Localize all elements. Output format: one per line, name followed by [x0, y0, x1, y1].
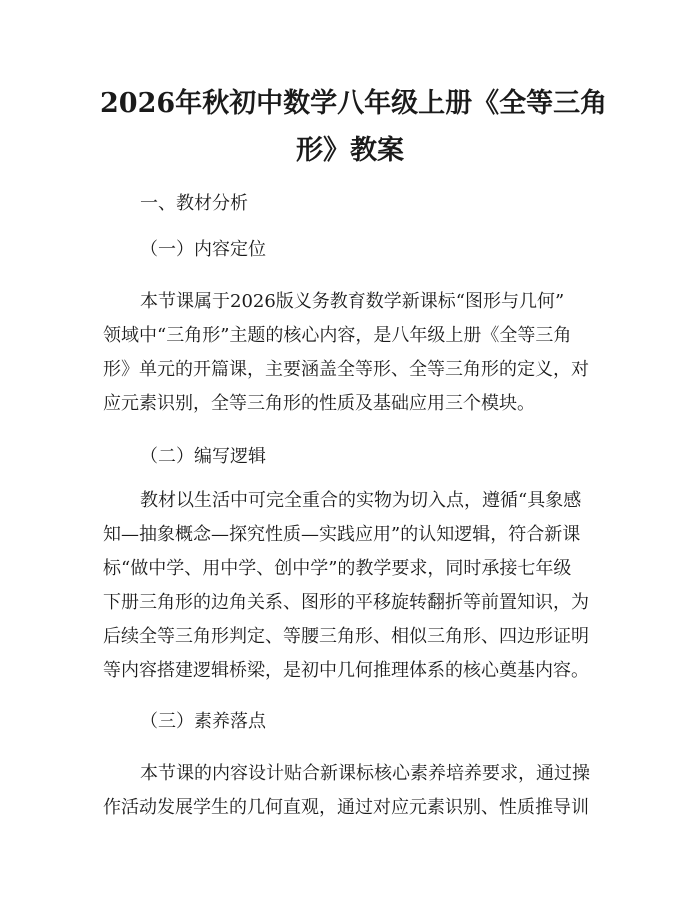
paragraph-line: 领域中“三角形”主题的核心内容，是八年级上册《全等三角	[103, 325, 572, 346]
paragraph-writing-logic	[103, 484, 603, 688]
paragraph-line: 标“做中学、用中学、创中学”的教学要求，同时承接七年级	[103, 558, 572, 579]
paragraph-line: 作活动发展学生的几何直观，通过对应元素识别、性质推导训	[103, 797, 589, 818]
section-heading-teaching-material-analysis: 一、教材分析	[140, 193, 248, 214]
subsection-heading-content-positioning: （一）内容定位	[140, 239, 266, 260]
subsection-heading-literacy-focus: （三）素养落点	[140, 711, 266, 732]
subsection-heading-writing-logic: （二）编写逻辑	[140, 446, 266, 467]
paragraph-content-positioning	[103, 285, 603, 421]
paragraph-literacy-focus	[103, 757, 603, 825]
paragraph-line: 后续全等三角形判定、等腰三角形、相似三角形、四边形证明	[103, 626, 589, 647]
document-title-line-1: 2026年秋初中数学八年级上册《全等三角	[100, 88, 608, 119]
paragraph-line: 本节课的内容设计贴合新课标核心素养培养要求，通过操	[140, 763, 590, 784]
paragraph-line: 知—抽象概念—探究性质—实践应用”的认知逻辑，符合新课	[103, 524, 581, 545]
document-title-line-2: 形》教案	[296, 135, 404, 166]
paragraph-line: 本节课属于2026版义务教育数学新课标“图形与几何”	[140, 291, 565, 312]
paragraph-line: 等内容搭建逻辑桥梁，是初中几何推理体系的核心奠基内容。	[103, 660, 589, 681]
paragraph-line: 形》单元的开篇课，主要涵盖全等形、全等三角形的定义，对	[103, 359, 589, 380]
paragraph-line: 应元素识别，全等三角形的性质及基础应用三个模块。	[103, 393, 535, 414]
paragraph-line: 教材以生活中可完全重合的实物为切入点，遵循“具象感	[140, 490, 582, 511]
paragraph-line: 下册三角形的边角关系、图形的平移旋转翻折等前置知识，为	[103, 592, 589, 613]
